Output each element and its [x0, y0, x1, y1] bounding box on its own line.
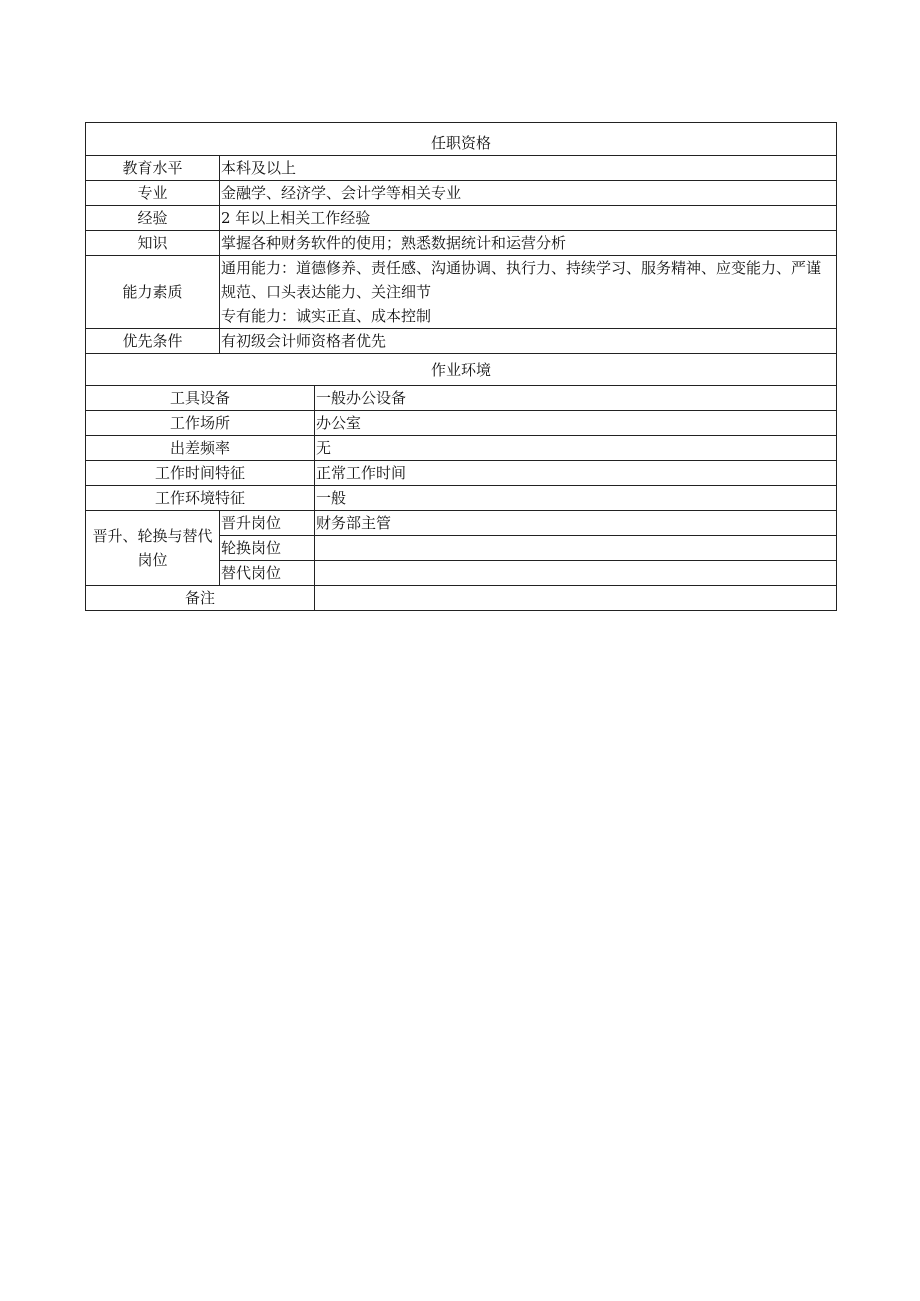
- priority-label: 优先条件: [86, 329, 220, 354]
- promotion-label: 晋升岗位: [220, 511, 315, 536]
- tools-label: 工具设备: [86, 386, 315, 411]
- career-label: 晋升、轮换与替代岗位: [86, 511, 220, 586]
- substitute-value: [315, 561, 837, 586]
- travel-value: 无: [315, 436, 837, 461]
- rotation-value: [315, 536, 837, 561]
- remarks-label: 备注: [86, 586, 315, 611]
- work-time-label: 工作时间特征: [86, 461, 315, 486]
- tools-value: 一般办公设备: [315, 386, 837, 411]
- work-time-value: 正常工作时间: [315, 461, 837, 486]
- rotation-label: 轮换岗位: [220, 536, 315, 561]
- work-env-label: 工作环境特征: [86, 486, 315, 511]
- substitute-label: 替代岗位: [220, 561, 315, 586]
- education-value: 本科及以上: [220, 156, 837, 181]
- remarks-value: [315, 586, 837, 611]
- education-label: 教育水平: [86, 156, 220, 181]
- major-label: 专业: [86, 181, 220, 206]
- promotion-value: 财务部主管: [315, 511, 837, 536]
- knowledge-value: 掌握各种财务软件的使用；熟悉数据统计和运营分析: [220, 231, 837, 256]
- major-value: 金融学、经济学、会计学等相关专业: [220, 181, 837, 206]
- qualifications-title: 任职资格: [86, 123, 837, 156]
- general-ability: 通用能力：道德修养、责任感、沟通协调、执行力、持续学习、服务精神、应变能力、严谨规范、口头表达能力、关注细节: [221, 259, 822, 301]
- workplace-label: 工作场所: [86, 411, 315, 436]
- work-env-value: 一般: [315, 486, 837, 511]
- experience-value: 2 年以上相关工作经验: [220, 206, 837, 231]
- priority-value: 有初级会计师资格者优先: [220, 329, 837, 354]
- workplace-value: 办公室: [315, 411, 837, 436]
- special-ability: 专有能力：诚实正直、成本控制: [221, 307, 432, 325]
- ability-value: [220, 256, 837, 329]
- job-requirements-table: [85, 122, 837, 611]
- ability-label: 能力素质: [86, 256, 220, 329]
- travel-label: 出差频率: [86, 436, 315, 461]
- knowledge-label: 知识: [86, 231, 220, 256]
- experience-label: 经验: [86, 206, 220, 231]
- environment-title: 作业环境: [86, 354, 837, 386]
